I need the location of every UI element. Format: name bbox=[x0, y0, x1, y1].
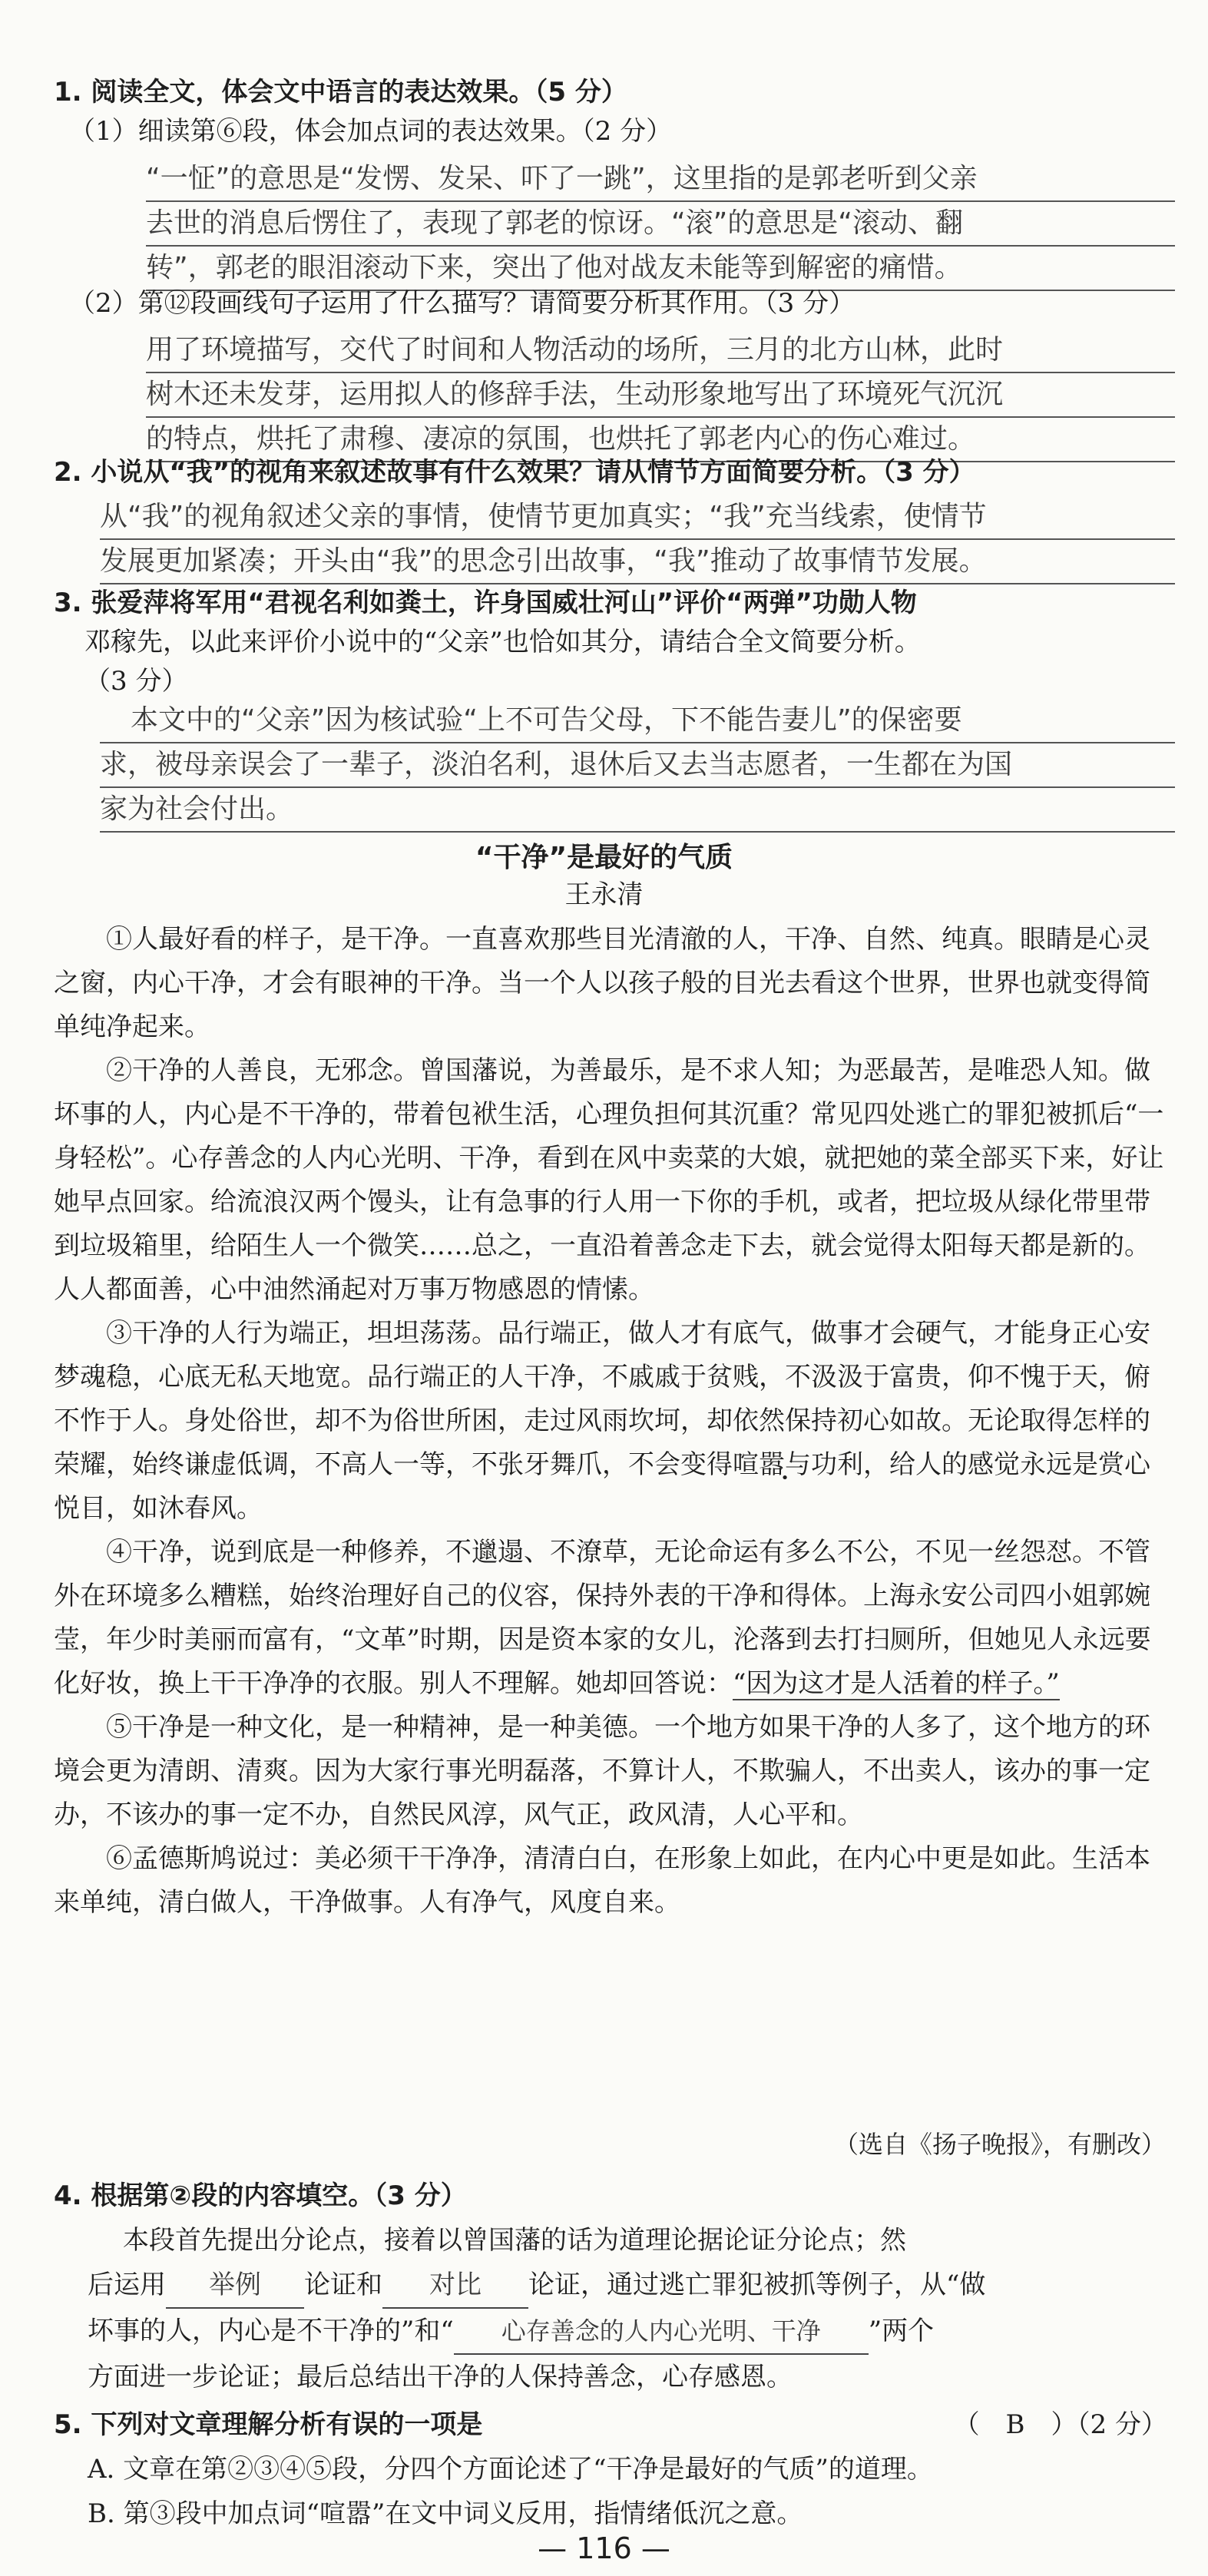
q4-text-3a: 坏事的人，内心是不干净的”和“ bbox=[88, 2316, 454, 2346]
page-number: — 116 — bbox=[538, 2531, 670, 2565]
q3-answer bbox=[100, 699, 1175, 833]
q1-sub2-wrap bbox=[54, 284, 1190, 323]
q5-answer: （ B ）（2 分） bbox=[953, 2409, 1167, 2440]
blank-3: 心存善念的人内心光明、干净 bbox=[454, 2309, 869, 2355]
q5-stem: 5. 下列对文章理解分析有误的一项是 bbox=[54, 2409, 483, 2440]
q2-stem: 2. 小说从“我”的视角来叙述故事有什么效果？请从情节方面简要分析。（3 分） bbox=[54, 457, 975, 488]
question-3 bbox=[54, 584, 1175, 701]
q3-stem-3: （3 分） bbox=[84, 666, 188, 697]
q4-text-1: 本段首先提出分论点，接着以曾国藩的话为道理论据论证分论点；然 bbox=[123, 2225, 906, 2256]
q1-answer-1 bbox=[146, 157, 1175, 291]
underlined-quote: “因为这才是人活着的样子。” bbox=[733, 1668, 1060, 1699]
q4-stem: 4. 根据第②段的内容填空。（3 分） bbox=[54, 2180, 467, 2211]
q1-stem: 1. 阅读全文，体会文中语言的表达效果。（5 分） bbox=[54, 77, 627, 108]
q1-answer-2 bbox=[146, 329, 1175, 462]
q4-text-2a: 后运用 bbox=[88, 2270, 166, 2300]
paragraph-4 bbox=[54, 1531, 1175, 1706]
q3-stem-1: 3. 张爱萍将军用“君视名利如粪土，许身国威壮河山”评价“两弹”功勋人物 bbox=[54, 588, 917, 618]
paragraph-1: ①人最好看的样子，是干净。一直喜欢那些目光清澈的人，干净、自然、纯真。眼睛是心灵之窗，内心干净，才会有眼神的干净。当一个人以孩子般的目光去看这个世界，世界也就变得简单纯净起来。 bbox=[54, 924, 1150, 1042]
answer-line: 求，被母亲误会了一辈子，淡泊名利，退休后又去当志愿者，一生都在为国 bbox=[100, 743, 1175, 788]
article-title: “干净”是最好的气质 bbox=[475, 842, 733, 873]
question-2 bbox=[54, 453, 1175, 492]
q1-sub2: （2）第⑫段画线句子运用了什么描写？请简要分析其作用。（3 分） bbox=[69, 288, 856, 319]
answer-line: 本文中的“父亲”因为核试验“上不可告父母，下不能告妻儿”的保密要 bbox=[100, 699, 1175, 743]
blank-1: 举例 bbox=[166, 2263, 304, 2309]
article-author: 王永清 bbox=[564, 879, 644, 910]
p3-text-a: ③干净的人行为端正，坦坦荡荡。品行端正，做人才有底气，做事才会硬气，才能身正心安梦魂稳，心底无私天地宽。品行端正的人干净，不戚戚于贫贱，不汲汲于富贵，仰不愧于天，俯不怍于人。身处俗世，却不为俗世所困，走过风雨坎坷，却依然保持初心如故。无论取得怎样的荣耀，始终谦虚低调，不高人一等，不张牙舞爪，不会变得 bbox=[54, 1318, 1150, 1480]
q5-option-a: A. 文章在第②③④⑤段，分四个方面论述了“干净是最好的气质”的道理。 bbox=[88, 2454, 933, 2485]
answer-line: 树木还未发芽，运用拟人的修辞手法，生动形象地写出了环境死气沉沉 bbox=[146, 373, 1175, 418]
paragraph-2: ②干净的人善良，无邪念。曾国藩说，为善最乐，是不求人知；为恶最苦，是唯恐人知。做坏事的人，内心是不干净的，带着包袱生活，心理负担何其沉重？常见四处逃亡的罪犯被抓后“一身轻松”。心存善念的人内心光明、干净，看到在风中卖菜的大娘，就把她的菜全部买下来，好让她早点回家。给流浪汉两个馒头，让有急事的行人用一下你的手机，或者，把垃圾从绿化带里带到垃圾箱里，给陌生人一个微笑……总之，一直沿着善念走下去，就会觉得太阳每天都是新的。人人都面善，心中油然涌起对万事万物感恩的情愫。 bbox=[54, 1055, 1164, 1305]
article-source: （选自《扬子晚报》，有删改） bbox=[833, 2130, 1166, 2159]
question-4 bbox=[54, 2174, 1175, 2399]
question-5 bbox=[54, 2402, 1175, 2536]
answer-line: 发展更加紧凑；开头由“我”的思念引出故事，“我”推动了故事情节发展。 bbox=[100, 540, 1175, 584]
question-1 bbox=[54, 73, 1175, 151]
dotted-word: 喧嚣 bbox=[733, 1449, 785, 1480]
q4-text-2b: 论证和 bbox=[304, 2270, 382, 2300]
q5-stem-line bbox=[54, 2402, 1175, 2447]
q1-sub1: （1）细读第⑥段，体会加点词的表达效果。（2 分） bbox=[69, 116, 673, 147]
answer-line: 去世的消息后愣住了，表现了郭老的惊讶。“滚”的意思是“滚动、翻 bbox=[146, 202, 1175, 247]
blank-2: 对比 bbox=[382, 2263, 528, 2309]
q4-text-2 bbox=[54, 2263, 1175, 2309]
article-body bbox=[54, 918, 1175, 1925]
p4-text: ④干净，说到底是一种修养，不邋遢、不潦草，无论命运有多么不公，不见一丝怨怼。不管外在环境多么糟糕，始终治理好自己的仪容，保持外表的干净和得体。上海永安公司四小姐郭婉莹，年少时美丽而富有，“文革”时期，因是资本家的女儿，沦落到去打扫厕所，但她见人永远要化好妆，换上干干净净的衣服。别人不理解。她却回答说： bbox=[54, 1537, 1151, 1699]
answer-line: 转”，郭老的眼泪滚动下来，突出了他对战友未能等到解密的痛惜。 bbox=[146, 247, 1175, 291]
q2-answer bbox=[100, 495, 1175, 584]
p3-text-b: 与功利，给人的感觉永远是赏心悦目，如沐春风。 bbox=[54, 1449, 1150, 1524]
paragraph-3 bbox=[54, 1312, 1175, 1531]
q4-text-3 bbox=[54, 2309, 1175, 2355]
paragraph-6: ⑥孟德斯鸠说过：美必须干干净净，清清白白，在形象上如此，在内心中更是如此。生活本来单纯，清白做人，干净做事。人有净气，风度自来。 bbox=[54, 1843, 1150, 1918]
q4-text-2c: 论证，通过逃亡罪犯被抓等例子，从“做 bbox=[528, 2270, 986, 2300]
q4-text-3b: ”两个 bbox=[868, 2316, 935, 2346]
answer-line: 用了环境描写，交代了时间和人物活动的场所，三月的北方山林，此时 bbox=[146, 329, 1175, 373]
q3-stem-2: 邓稼先，以此来评价小说中的“父亲”也恰如其分，请结合全文简要分析。 bbox=[84, 627, 921, 657]
answer-line: 的特点，烘托了肃穆、凄凉的氛围，也烘托了郭老内心的伤心难过。 bbox=[146, 418, 1175, 462]
answer-line: 从“我”的视角叙述父亲的事情，使情节更加真实；“我”充当线索，使情节 bbox=[100, 495, 1175, 540]
paragraph-5: ⑤干净是一种文化，是一种精神，是一种美德。一个地方如果干净的人多了，这个地方的环境会更为清朗、清爽。因为大家行事光明磊落，不算计人，不欺骗人，不出卖人，该办的事一定办，不该办的事一定不办，自然民风淳，风气正，政风清，人心平和。 bbox=[54, 1712, 1150, 1830]
answer-line: “一怔”的意思是“发愣、发呆、吓了一跳”，这里指的是郭老听到父亲 bbox=[146, 157, 1175, 202]
q5-option-b: B. 第③段中加点词“喧嚣”在文中词义反用，指情绪低沉之意。 bbox=[88, 2498, 803, 2529]
answer-line: 家为社会付出。 bbox=[100, 788, 1175, 833]
q4-text-4: 方面进一步论证；最后总结出干净的人保持善念，心存感恩。 bbox=[88, 2362, 793, 2392]
